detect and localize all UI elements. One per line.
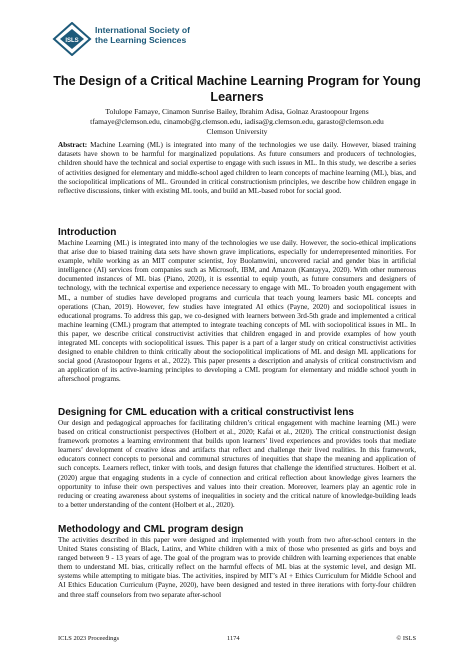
section-text-introduction: Machine Learning (ML) is integrated into many of the technologies we use daily. However, the socio-ethical implications that arise due to biased training data sets have shown grave implications, especially for underrepresented minorities. For example, while working as an MIT computer scientist, Joy Buolamwini, uncovered racial and gender bias in artificial intelligence (AI) services from companies such as Microsoft, IBM, and Amazon (Kantayya, 2020). With other numerous documented instances of ML bias (Piano, 2020), it is essential to equip youth, as future consumers and designers of technology, with the technical expertise and experience necessary to engage with ML. To broaden youth engagement with ML, a number of studies have developed programs and curricula that teach young learners basic ML concepts and operations (Chan, 2019). However, few studies have integrated AI ethics (Payne, 2020) and sociopolitical issues in educational programs. To address this gap, we co-designed with learners between 3rd-5th grade and implemented a critical machine learning (CML) program that attempted to integrate teaching concepts of ML with sociopolitical issues in ML. In this paper, we describe critical constructivist activities that children engaged in and provide examples of how youth integrated ML concepts with sociopolitical issues. This paper is a part of a larger study on critical constructivist activities designed to enable children to think critically about the sociopolitical implications of ML and design ML applications for social good (Arastoopour Irgens et al., 2022). This paper presents a description and analysis of critical constructivism and an application of its active-learning principles to developing a CML program for elementary and middle school youth in afterschool programs. [58,239,416,384]
logo-text: ISLS [65,38,79,44]
isls-logo-icon [52,22,92,56]
affiliation: Clemson University [206,127,268,136]
abstract-label: Abstract: [58,141,88,149]
section-text-methodology: The activities described in this paper were designed and implemented with youth from two after-school centers in the United States consisting of Black, Latinx, and White children with a mix of those who presented as girls and boys and ranged between 9 - 13 years of age. The goal of the program was to provide children with learning experiences that enable them to understand ML bias, critically reflect on the harmful effects of ML bias at the systemic level, and design ML systems while attempting to mitigate bias. The activities, inspired by MIT’s AI + Ethics Curriculum for Middle School and AI Ethics Education Curriculum (Payne, 2020), have been designed and tested in three iterations with forty-four children and three staff counselors from two separate after-school [58,536,416,599]
abstract [58,141,416,196]
section-heading-introduction: Introduction [58,227,117,238]
org-name-line1: International Society of [95,25,191,35]
org-name-line2: the Learning Sciences [95,35,187,45]
section-heading-methodology: Methodology and CML program design [58,524,244,535]
footer-proceedings: ICLS 2023 Proceedings [58,635,120,642]
author-emails: tfamaye@clemson.edu, cinamob@g.clemson.edu, iadisa@g.clemson.edu, garasto@clemson.edu [90,117,384,126]
footer-copyright: © ISLS [396,635,416,642]
footer-page-number: 1174 [227,635,240,642]
abstract-text: Machine Learning (ML) is integrated into many of the technologies we use daily. However, biased training datasets have shown to be harmful for marginalized populations. As future consumers and producers of technologies, children should have the technical and social expertise to engage with such issues in ML. In this study, we describe a series of activities designed for elementary and middle-school aged children to learn concepts of machine learning (ML), bias, and the sociopolitical implications of ML. Grounded in critical constructionism principles, we describe how children engage in reflective discussions, tinker with existing ML tools, and build an ML-based robot for social good. [58,141,416,196]
paper-title: The Design of a Critical Machine Learning Program for Young Learners [53,74,421,104]
org-name [95,25,190,45]
section-heading-design: Designing for CML education with a critical constructivist lens [58,407,354,418]
section-text-design: Our design and pedagogical approaches for facilitating children’s critical engagement with machine learning (ML) were based on critical constructionist perspectives (Holbert et al., 2020; Kafai et al., 2020). The critical constructionist design framework promotes a learning environment that builds upon learners’ lived experiences and provides tools that mediate learners’ development of creative ideas and artifacts that reflect and challenge their lived realities. In this framework, educators connect concepts to personal and communal structures of inequities that shape the meaning and application of such concepts. Learners reflect, tinker with tools, and design futures that challenge the identified structures. Holbert et al. (2020) argue that engaging students in a cycle of connection and critical reflection about knowledge gives learners the opportunity to infuse their own perspectives and values into their creation. Moreover, learners play an agentic role in reducing or creating awareness about systems of inequalities in society and the critical nature of knowledge-building leads to a better understanding of the content (Holbert et al., 2020). [58,419,416,509]
authors: Tolulope Famaye, Cinamon Sunrise Bailey, Ibrahim Adisa, Golnaz Arastoopour Irgens [105,107,369,116]
author-block [30,107,444,137]
